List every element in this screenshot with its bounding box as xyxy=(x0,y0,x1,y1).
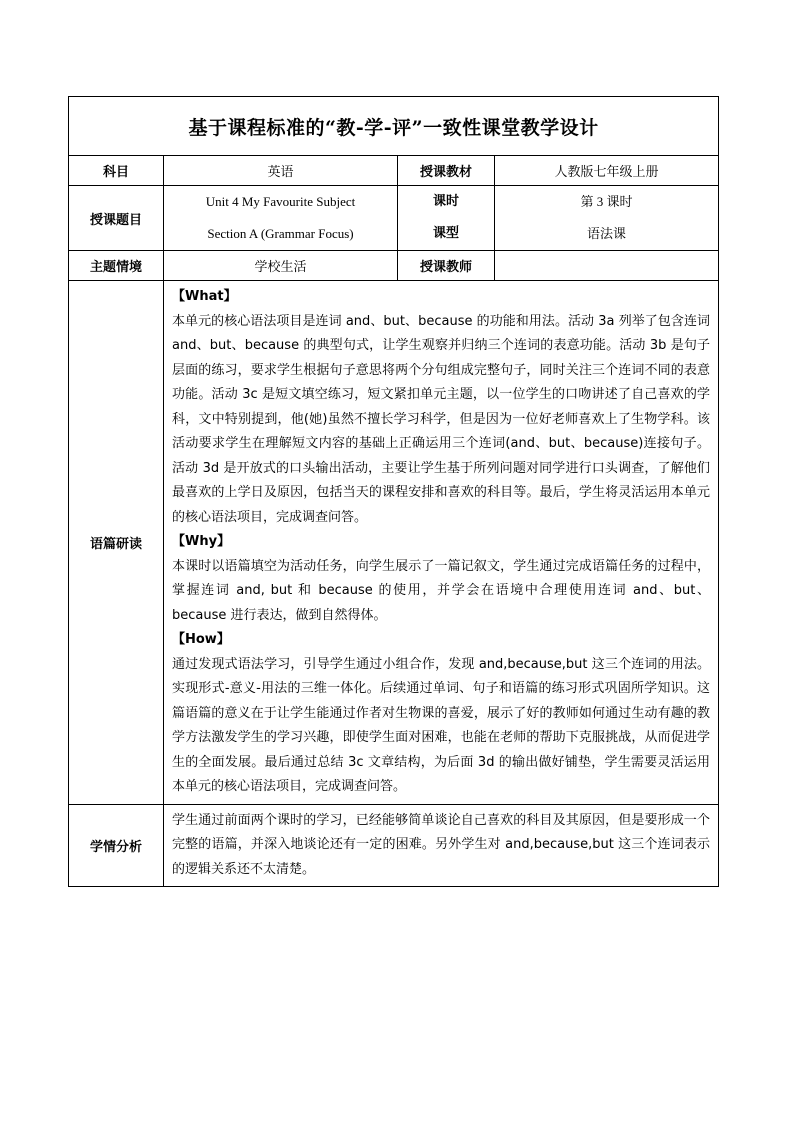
row-learners xyxy=(69,804,719,887)
analysis-content xyxy=(164,281,719,805)
analysis-label: 语篇研读 xyxy=(69,281,164,805)
teacher-label: 授课教师 xyxy=(398,251,495,281)
type-label: 课型 xyxy=(432,226,459,241)
period-type-labels xyxy=(398,186,495,251)
theme-value: 学校生活 xyxy=(164,251,398,281)
what-heading: 【What】 xyxy=(172,289,237,304)
learners-paragraph: 学生通过前面两个课时的学习，已经能够简单谈论自己喜欢的科目及其原因，但是要形成一个完整的语篇，并深入地谈论还有一定的困难。另外学生对 and,because,but 这三个连词表示的逻辑关系还不太清楚。 xyxy=(172,812,711,877)
row-analysis xyxy=(69,281,719,805)
period-type-values xyxy=(495,186,719,251)
topic-value-line2: Section A (Grammar Focus) xyxy=(207,226,354,241)
type-value: 语法课 xyxy=(587,226,627,241)
learners-content xyxy=(164,804,719,887)
topic-value-line1: Unit 4 My Favourite Subject xyxy=(205,194,356,209)
lesson-design-table xyxy=(68,96,719,887)
theme-label: 主题情境 xyxy=(69,251,164,281)
why-paragraph: 本课时以语篇填空为活动任务，向学生展示了一篇记叙文，学生通过完成语篇任务的过程中，掌握连词 and, but 和 because 的使用，并学会在语境中合理使用连词 and、but、because 进行表达，做到自然得体。 xyxy=(172,558,711,623)
learners-label: 学情分析 xyxy=(69,804,164,887)
row-subject xyxy=(69,156,719,186)
how-heading: 【How】 xyxy=(172,632,230,647)
subject-label: 科目 xyxy=(69,156,164,186)
teacher-value xyxy=(495,251,719,281)
textbook-label: 授课教材 xyxy=(398,156,495,186)
topic-value xyxy=(164,186,398,251)
page-title: 基于课程标准的“教-学-评”一致性课堂教学设计 xyxy=(69,97,719,156)
row-theme xyxy=(69,251,719,281)
subject-value: 英语 xyxy=(164,156,398,186)
textbook-value: 人教版七年级上册 xyxy=(495,156,719,186)
period-label: 课时 xyxy=(432,194,459,209)
period-value: 第 3 课时 xyxy=(580,194,633,209)
topic-label: 授课题目 xyxy=(69,186,164,251)
what-paragraph: 本单元的核心语法项目是连词 and、but、because 的功能和用法。活动 3a 列举了包含连词 and、but、because 的典型句式，让学生观察并归纳三个连词的表意功能。活动 3b 是句子层面的练习，要求学生根据句子意思将两个分句组成完整句子，同时关注三个连词不同的表意功能。活动 3c 是短文填空练习，短文紧扣单元主题，以一位学生的口吻讲述了自己喜欢的学科，文中特别提到，他(她)虽然不擅长学习科学，但是因为一位好老师喜欢上了生物学科。该活动要求学生在理解短文内容的基础上正确运用三个连词(and、but、because)连接句子。活动 3d 是开放式的口头输出活动，主要让学生基于所列问题对同学进行口头调查，了解他们最喜欢的上学日及原因，包括当天的课程安排和喜欢的科目等。最后，学生将灵活运用本单元的核心语法项目，完成调查问答。 xyxy=(172,313,711,525)
how-paragraph: 通过发现式语法学习，引导学生通过小组合作，发现 and,because,but 这三个连词的用法。实现形式-意义-用法的三维一体化。后续通过单词、句子和语篇的练习形式巩固所学知识。这篇语篇的意义在于让学生能通过作者对生物课的喜爱，展示了好的教师如何通过生动有趣的教学方法激发学生的学习兴趣，即使学生面对困难，也能在老师的帮助下克服挑战，从而促进学生的全面发展。最后通过总结 3c 文章结构，为后面 3d 的输出做好铺垫，学生需要灵活运用本单元的核心语法项目，完成调查问答。 xyxy=(172,656,711,794)
why-heading: 【Why】 xyxy=(172,534,231,549)
row-topic xyxy=(69,186,719,251)
